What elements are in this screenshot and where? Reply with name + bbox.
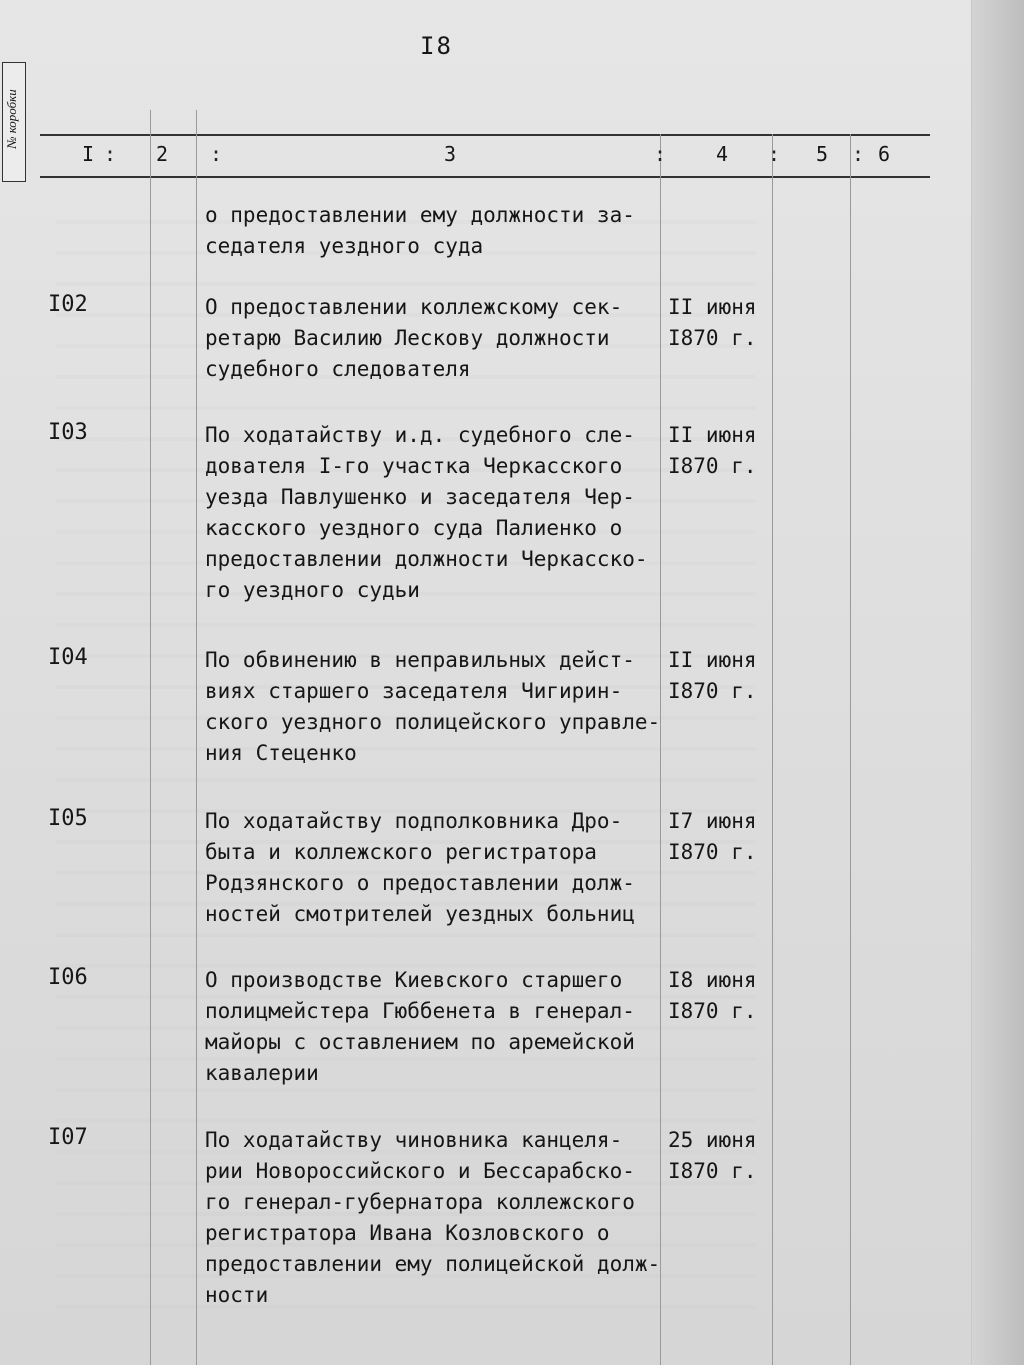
entry-number: I05 [48,806,88,831]
header-bottom-rule [40,176,930,178]
entry-text: По обвинению в неправильных дейст- виях старшего заседателя Чигирин- ского уездного полицейского управле- ния Стеценко [205,648,661,765]
entry-date: II июня I870 г. [668,648,757,703]
column-header-5: 5 [816,142,829,166]
column-separator: : [104,142,117,166]
column-header-6: 6 [878,142,891,166]
entry-text: о предоставлении ему должности за- седателя уездного суда [205,203,635,258]
column-separator: : [852,142,865,166]
entry-number: I03 [48,420,88,445]
column-divider-1 [150,110,151,1365]
column-separator: : [210,142,223,166]
entry-text: По ходатайству подполковника Дро- быта и коллежского регистратора Родзянского о предоставлении долж- ностей смотрителей уездных больниц [205,809,635,926]
column-header-2: 2 [156,142,169,166]
entry-date: 25 июня I870 г. [668,1128,757,1183]
page-number: I8 [420,32,453,60]
column-divider-5 [850,134,851,1365]
entry-text: По ходатайству и.д. судебного сле- дователя I-го участка Черкасского уезда Павлушенко и заседателя Чер- касского уездного суда Палиенко о предоставлении должности Черкасско- го уездного судьи [205,423,648,602]
entry-date: II июня I870 г. [668,423,757,478]
column-headers [0,130,1024,170]
entry-number: I04 [48,645,88,670]
entry-date: I8 июня I870 г. [668,968,757,1023]
entry-number: I02 [48,292,88,317]
column-separator: : [654,142,667,166]
box-number-label: № коробки [4,89,19,149]
entry-text: О предоставлении коллежскому сек- ретарю Василию Лескову должности судебного следователя [205,295,623,381]
column-header-1: I [82,142,95,166]
entry-number: I06 [48,965,88,990]
entry-number: I07 [48,1125,88,1150]
entry-text: О производстве Киевского старшего полицмейстера Гюббенета в генерал- майоры с оставлением по аремейской кавалерии [205,968,635,1085]
entry-text: По ходатайству чиновника канцеля- рии Новороссийского и Бессарабско- го генерал-губернатора коллежского регистратора Ивана Козловского о предоставлении ему полицейской долж- ности [205,1128,661,1307]
column-divider-2 [196,110,197,1365]
column-header-3: 3 [444,142,457,166]
entry-date: II июня I870 г. [668,295,757,350]
entry-date: I7 июня I870 г. [668,809,757,864]
page-edge-shadow [971,0,1024,1365]
column-header-4: 4 [716,142,729,166]
column-separator: : [768,142,781,166]
